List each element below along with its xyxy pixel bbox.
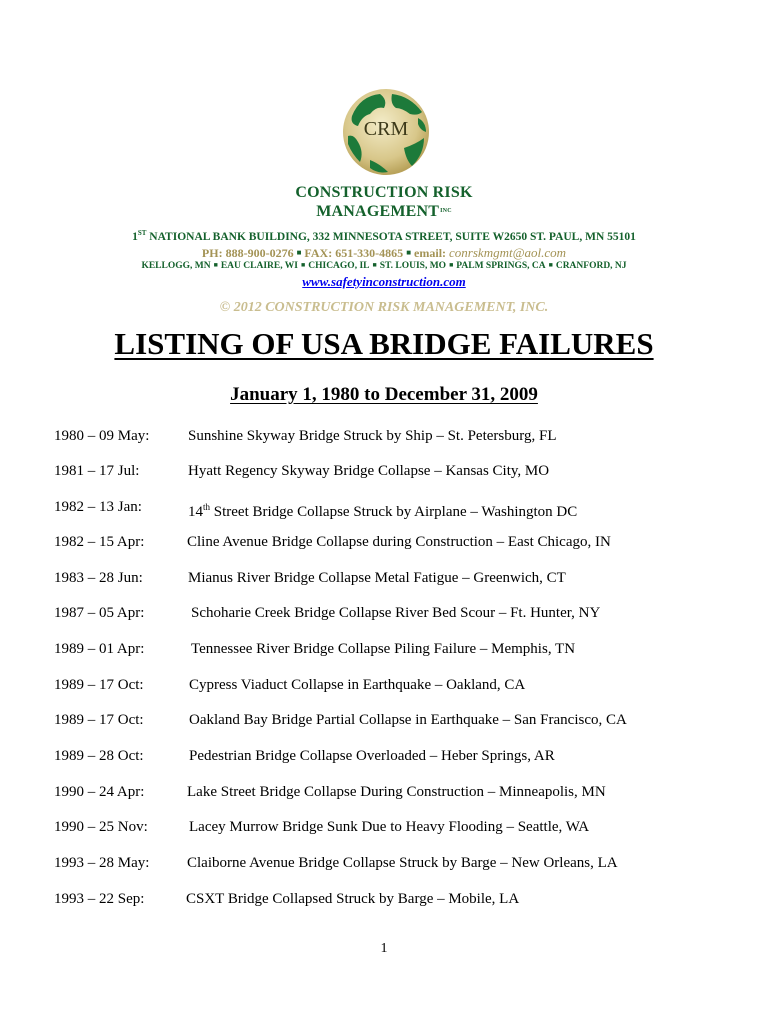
contact-line bbox=[0, 245, 768, 261]
ordinal-suffix: th bbox=[203, 502, 211, 512]
office-location: EAU CLAIRE, WI bbox=[220, 261, 299, 271]
fax-number: FAX: 651-330-4865 bbox=[304, 246, 404, 260]
failure-description bbox=[187, 532, 611, 552]
separator-square-icon: ■ bbox=[406, 248, 412, 257]
failure-date: 1993 – 28 May: bbox=[54, 855, 150, 871]
list-item bbox=[54, 853, 754, 873]
failure-description bbox=[188, 568, 566, 588]
failure-description bbox=[189, 675, 525, 695]
failure-description bbox=[189, 710, 627, 730]
separator-square-icon: ■ bbox=[548, 261, 553, 269]
office-location: CHICAGO, IL bbox=[308, 261, 370, 271]
address-rest: NATIONAL BANK BUILDING, 332 MINNESOTA STREET, SUITE W2650 ST. PAUL, MN 55101 bbox=[146, 230, 636, 243]
page-number: 1 bbox=[380, 941, 388, 956]
email-label: email: bbox=[414, 246, 447, 260]
failure-description-text: Street Bridge Collapse Struck by Airplane – Washington DC bbox=[210, 504, 578, 520]
failure-description bbox=[189, 746, 555, 766]
separator-square-icon: ■ bbox=[449, 261, 454, 269]
failure-date: 1990 – 24 Apr: bbox=[54, 784, 145, 800]
company-name bbox=[0, 183, 768, 221]
email-address[interactable]: conrskmgmt@aol.com bbox=[449, 245, 567, 260]
failure-date: 1989 – 28 Oct: bbox=[54, 748, 144, 764]
list-item bbox=[54, 817, 754, 837]
website bbox=[0, 274, 768, 290]
office-location: KELLOGG, MN bbox=[141, 261, 211, 271]
separator-square-icon: ■ bbox=[296, 248, 302, 257]
failure-date: 1989 – 01 Apr: bbox=[54, 641, 145, 657]
failure-date: 1981 – 17 Jul: bbox=[54, 463, 140, 479]
failure-date: 1993 – 22 Sep: bbox=[54, 891, 145, 907]
failure-description bbox=[191, 639, 575, 659]
address-sup: ST bbox=[137, 229, 147, 237]
list-item bbox=[54, 710, 754, 730]
failure-description bbox=[191, 603, 600, 623]
failure-description-text: 14 bbox=[188, 504, 203, 520]
separator-square-icon: ■ bbox=[213, 261, 218, 269]
failure-description-text: Tennessee River Bridge Collapse Piling Failure – Memphis, TN bbox=[191, 641, 576, 657]
failure-description-text: Mianus River Bridge Collapse Metal Fatigue – Greenwich, CT bbox=[188, 570, 566, 586]
address-prefix: 1 bbox=[132, 230, 138, 243]
company-inc: INC bbox=[440, 208, 452, 214]
list-item bbox=[54, 426, 754, 446]
list-item bbox=[54, 497, 754, 520]
failure-description bbox=[189, 817, 589, 837]
failure-description-text: CSXT Bridge Collapsed Struck by Barge – Mobile, LA bbox=[186, 891, 520, 907]
office-location: CRANFORD, NJ bbox=[555, 261, 627, 271]
failure-date: 1983 – 28 Jun: bbox=[54, 570, 143, 586]
failure-date: 1989 – 17 Oct: bbox=[54, 677, 144, 693]
failure-date: 1982 – 13 Jan: bbox=[54, 499, 142, 515]
list-item bbox=[54, 639, 754, 659]
failure-date: 1980 – 09 May: bbox=[54, 428, 150, 444]
failure-description bbox=[188, 426, 556, 446]
failure-description-text: Lake Street Bridge Collapse During Construction – Minneapolis, MN bbox=[187, 784, 606, 800]
list-item bbox=[54, 782, 754, 802]
company-name-line2: MANAGEMENT bbox=[316, 203, 440, 220]
document-title: LISTING OF USA BRIDGE FAILURES bbox=[114, 326, 654, 361]
address-line bbox=[0, 229, 768, 243]
date-range-subtitle: January 1, 1980 to December 31, 2009 bbox=[230, 384, 538, 405]
list-item bbox=[54, 461, 754, 481]
list-item bbox=[54, 746, 754, 766]
failure-description bbox=[188, 461, 549, 481]
failure-description bbox=[186, 889, 519, 909]
separator-square-icon: ■ bbox=[301, 261, 306, 269]
failure-description-text: Oakland Bay Bridge Partial Collapse in Earthquake – San Francisco, CA bbox=[189, 712, 627, 728]
list-item bbox=[54, 603, 754, 623]
failure-date: 1990 – 25 Nov: bbox=[54, 819, 148, 835]
list-item bbox=[54, 568, 754, 588]
failure-description-text: Claiborne Avenue Bridge Collapse Struck by Barge – New Orleans, LA bbox=[187, 855, 618, 871]
failure-description-text: Sunshine Skyway Bridge Struck by Ship – St. Petersburg, FL bbox=[188, 428, 557, 444]
failure-description bbox=[187, 782, 606, 802]
failure-date: 1989 – 17 Oct: bbox=[54, 712, 144, 728]
failure-description-text: Pedestrian Bridge Collapse Overloaded – Heber Springs, AR bbox=[189, 748, 555, 764]
phone-number: PH: 888-900-0276 bbox=[201, 246, 294, 260]
failure-date: 1982 – 15 Apr: bbox=[54, 534, 145, 550]
list-item bbox=[54, 532, 754, 552]
failure-description-text: Hyatt Regency Skyway Bridge Collapse – Kansas City, MO bbox=[188, 463, 550, 479]
failure-date: 1987 – 05 Apr: bbox=[54, 605, 145, 621]
list-item bbox=[54, 675, 754, 695]
list-item bbox=[54, 889, 754, 909]
separator-square-icon: ■ bbox=[372, 261, 377, 269]
company-name-line1: CONSTRUCTION RISK bbox=[295, 184, 473, 201]
failure-description-text: Schoharie Creek Bridge Collapse River Bed Scour – Ft. Hunter, NY bbox=[191, 605, 601, 621]
office-locations bbox=[0, 261, 768, 271]
website-link[interactable]: www.safetyinconstruction.com bbox=[302, 274, 466, 289]
failure-description-text: Cline Avenue Bridge Collapse during Construction – East Chicago, IN bbox=[187, 534, 611, 550]
office-location: ST. LOUIS, MO bbox=[379, 261, 447, 271]
logo-text: CRM bbox=[363, 118, 409, 140]
failure-description-text: Lacey Murrow Bridge Sunk Due to Heavy Flooding – Seattle, WA bbox=[189, 819, 590, 835]
failure-description-text: Cypress Viaduct Collapse in Earthquake – Oakland, CA bbox=[189, 677, 526, 693]
copyright-notice: © 2012 CONSTRUCTION RISK MANAGEMENT, INC. bbox=[219, 300, 549, 315]
failure-description bbox=[188, 497, 577, 522]
office-location: PALM SPRINGS, CA bbox=[456, 261, 546, 271]
failure-description bbox=[187, 853, 618, 873]
